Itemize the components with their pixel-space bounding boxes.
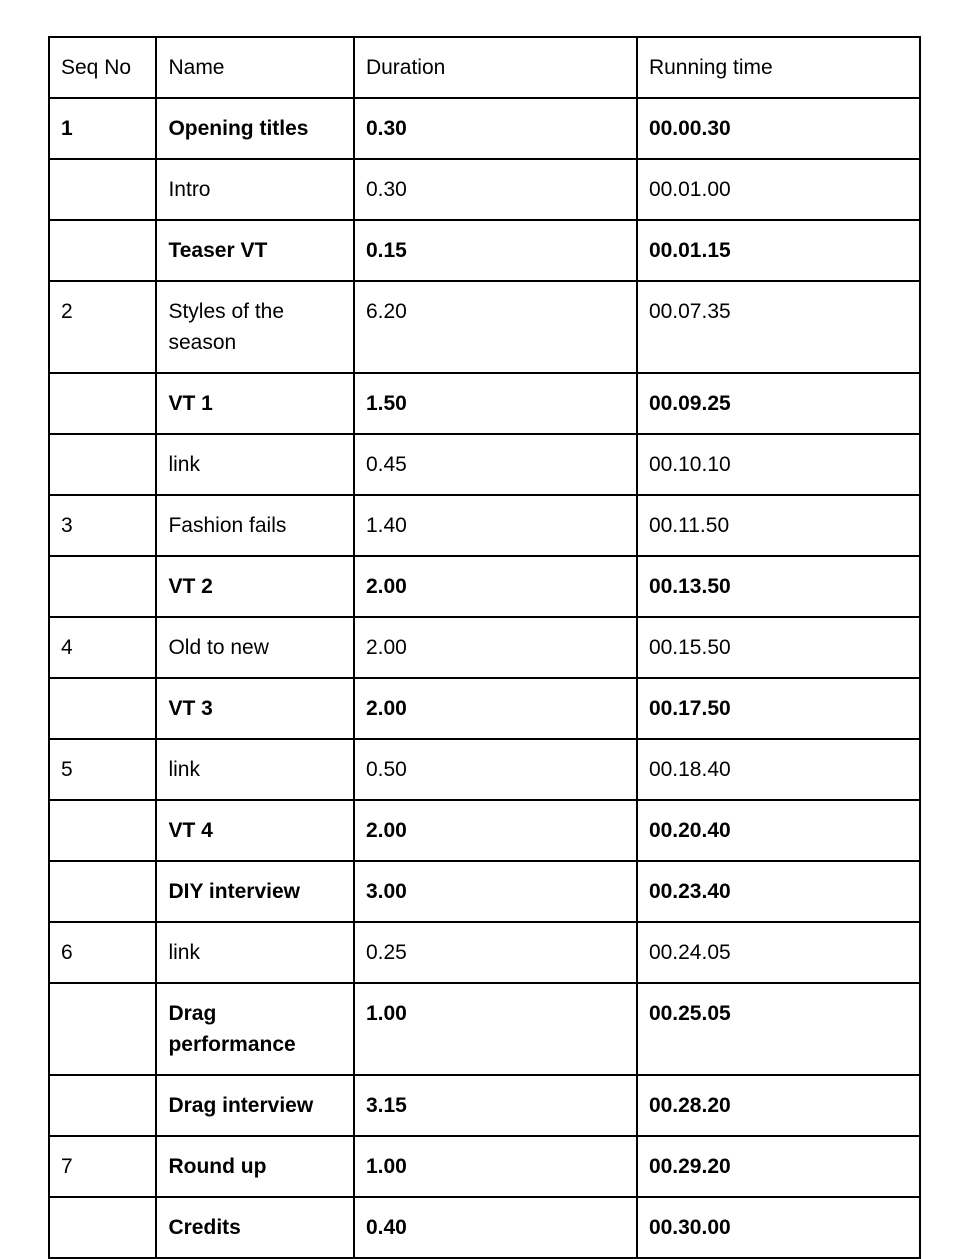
table-row [49, 373, 920, 434]
name-cell: Intro [156, 159, 353, 220]
seq-cell [49, 556, 156, 617]
seq-cell [49, 1075, 156, 1136]
seq-cell [49, 678, 156, 739]
duration-cell: 2.00 [354, 556, 637, 617]
table-row [49, 1197, 920, 1258]
seq-cell [49, 983, 156, 1075]
name-cell: Styles of the season [156, 281, 353, 373]
seq-cell: 6 [49, 922, 156, 983]
running-time-cell: 00.23.40 [637, 861, 920, 922]
running-time-cell: 00.28.20 [637, 1075, 920, 1136]
header-name: Name [156, 37, 353, 98]
table-row [49, 739, 920, 800]
table-row [49, 800, 920, 861]
running-time-cell: 00.17.50 [637, 678, 920, 739]
table-row [49, 434, 920, 495]
running-time-cell: 00.10.10 [637, 434, 920, 495]
seq-cell: 2 [49, 281, 156, 373]
table-row [49, 861, 920, 922]
name-cell: Fashion fails [156, 495, 353, 556]
running-time-cell: 00.29.20 [637, 1136, 920, 1197]
table-row [49, 1136, 920, 1197]
running-time-cell: 00.09.25 [637, 373, 920, 434]
name-cell: DIY interview [156, 861, 353, 922]
running-time-cell: 00.07.35 [637, 281, 920, 373]
duration-cell: 2.00 [354, 617, 637, 678]
seq-cell: 7 [49, 1136, 156, 1197]
name-cell: link [156, 434, 353, 495]
duration-cell: 0.50 [354, 739, 637, 800]
running-time-cell: 00.18.40 [637, 739, 920, 800]
name-cell: VT 3 [156, 678, 353, 739]
name-cell: VT 1 [156, 373, 353, 434]
running-time-cell: 00.01.00 [637, 159, 920, 220]
duration-cell: 0.40 [354, 1197, 637, 1258]
duration-cell: 0.45 [354, 434, 637, 495]
header-duration: Duration [354, 37, 637, 98]
table-row [49, 159, 920, 220]
duration-cell: 1.00 [354, 983, 637, 1075]
duration-cell: 1.40 [354, 495, 637, 556]
running-time-cell: 00.11.50 [637, 495, 920, 556]
table-row [49, 281, 920, 373]
seq-cell [49, 861, 156, 922]
duration-cell: 6.20 [354, 281, 637, 373]
running-time-cell: 00.20.40 [637, 800, 920, 861]
name-cell: link [156, 739, 353, 800]
name-cell: Opening titles [156, 98, 353, 159]
seq-cell [49, 159, 156, 220]
duration-cell: 3.00 [354, 861, 637, 922]
table-row [49, 678, 920, 739]
seq-cell [49, 220, 156, 281]
name-cell: Teaser VT [156, 220, 353, 281]
seq-cell [49, 434, 156, 495]
header-seq-no: Seq No [49, 37, 156, 98]
table-row [49, 556, 920, 617]
running-time-cell: 00.24.05 [637, 922, 920, 983]
duration-cell: 1.50 [354, 373, 637, 434]
running-time-cell: 00.00.30 [637, 98, 920, 159]
table-row [49, 617, 920, 678]
seq-cell [49, 373, 156, 434]
running-time-cell: 00.15.50 [637, 617, 920, 678]
table-row [49, 98, 920, 159]
table-header-row [49, 37, 920, 98]
name-cell: Credits [156, 1197, 353, 1258]
running-time-cell: 00.25.05 [637, 983, 920, 1075]
seq-cell: 3 [49, 495, 156, 556]
table-row [49, 220, 920, 281]
table-row [49, 495, 920, 556]
seq-cell [49, 800, 156, 861]
header-running-time: Running time [637, 37, 920, 98]
duration-cell: 3.15 [354, 1075, 637, 1136]
name-cell: Drag performance [156, 983, 353, 1075]
running-time-cell: 00.30.00 [637, 1197, 920, 1258]
seq-cell: 5 [49, 739, 156, 800]
duration-cell: 0.15 [354, 220, 637, 281]
name-cell: link [156, 922, 353, 983]
running-time-cell: 00.13.50 [637, 556, 920, 617]
rundown-table [48, 36, 921, 1259]
name-cell: VT 4 [156, 800, 353, 861]
running-time-cell: 00.01.15 [637, 220, 920, 281]
table-row [49, 922, 920, 983]
seq-cell: 4 [49, 617, 156, 678]
duration-cell: 0.30 [354, 98, 637, 159]
table-row [49, 1075, 920, 1136]
name-cell: Old to new [156, 617, 353, 678]
duration-cell: 2.00 [354, 678, 637, 739]
seq-cell: 1 [49, 98, 156, 159]
duration-cell: 1.00 [354, 1136, 637, 1197]
seq-cell [49, 1197, 156, 1258]
duration-cell: 0.25 [354, 922, 637, 983]
name-cell: Round up [156, 1136, 353, 1197]
name-cell: VT 2 [156, 556, 353, 617]
duration-cell: 0.30 [354, 159, 637, 220]
duration-cell: 2.00 [354, 800, 637, 861]
name-cell: Drag interview [156, 1075, 353, 1136]
table-row [49, 983, 920, 1075]
